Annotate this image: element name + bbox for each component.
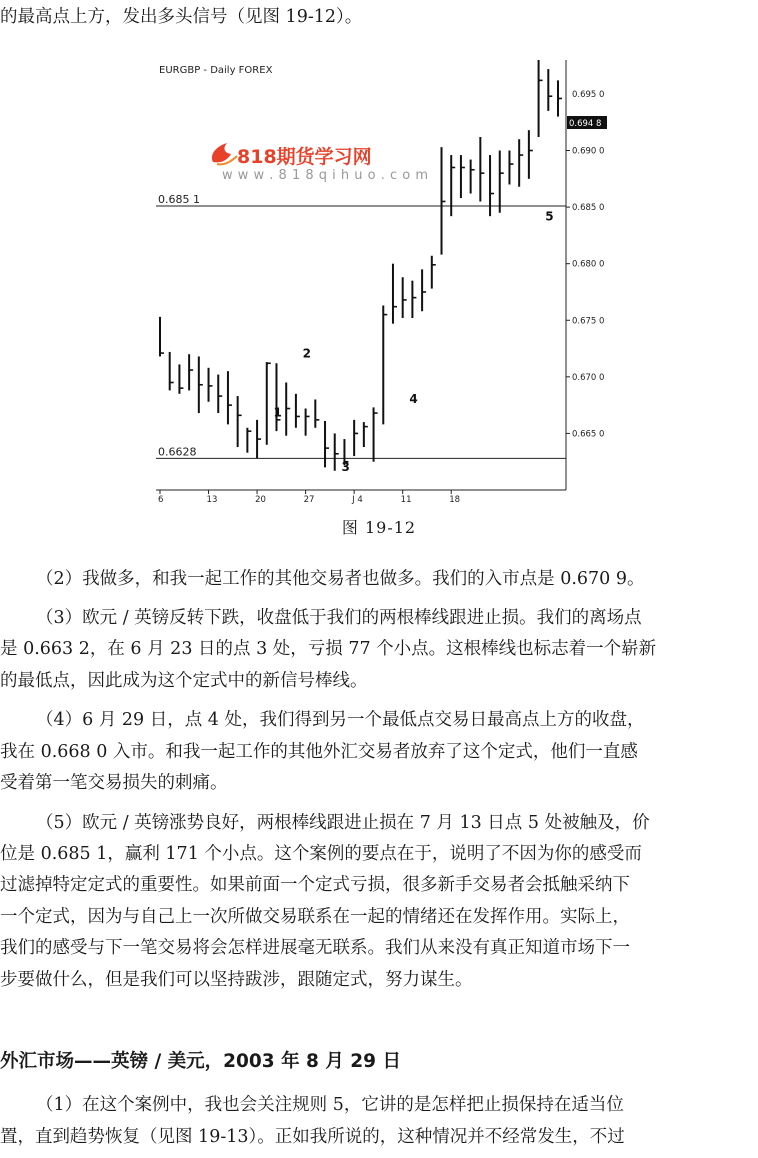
x-tick-label-0: 6 [158, 495, 164, 505]
ohlc-bar-22 [374, 407, 378, 461]
figure-caption: 图 19-12 [341, 518, 417, 537]
paragraph-3-line-3: 的最低点，因此成为这个定式中的新信号棒线。 [0, 671, 368, 691]
ohlc-bar-40 [548, 69, 552, 111]
x-tick-label-4: J 4 [352, 495, 363, 505]
annotation-point-3: 3 [341, 459, 350, 474]
chart-title: EURGBP - Daily FOREX [159, 65, 273, 76]
x-tick-label-5: 11 [400, 495, 412, 505]
ohlc-bar-20 [354, 420, 358, 456]
bar-annotations [273, 210, 553, 474]
paragraph-6-line-2: 置，直到趋势恢复（见图 19-13）。正如我所说的，这种情况并不经常发生，不过 [0, 1127, 625, 1147]
ohlc-bar-28 [432, 256, 436, 289]
paragraph-3-line-1: （3）欧元 / 英镑反转下跌，收盘低于我们的两根棒线跟进止损。我们的离场点 [36, 608, 642, 628]
ohlc-bar-9 [247, 428, 251, 453]
section-heading: 外汇市场——英镑 / 美元，2003 年 8 月 29 日 [0, 1051, 401, 1072]
paragraph-5-line-3: 过滤掉特定定式的重要性。如果前面一个定式亏损，很多新手交易者会抵触采纳下 [0, 875, 630, 895]
ohlc-bar-6 [218, 375, 222, 413]
last-price-label: 0.694 8 [569, 119, 602, 129]
top-line: 的最高点上方，发出多头信号（见图 19-12）。 [0, 7, 363, 27]
hline-label-1: 0.6628 [158, 445, 197, 459]
y-tick-label-5: 0.690 0 [572, 146, 605, 157]
ohlc-bar-32 [471, 160, 475, 194]
ohlc-bar-35 [500, 151, 504, 213]
ohlc-bar-15 [306, 409, 310, 436]
watermark-logo [207, 140, 382, 170]
hline-label-0: 0.685 1 [158, 192, 200, 206]
ohlc-bar-3 [189, 354, 193, 390]
ohlc-bar-7 [228, 371, 232, 424]
ohlc-bar-27 [422, 269, 426, 311]
ohlc-bar-5 [209, 368, 213, 402]
ohlc-bar-36 [509, 151, 513, 185]
y-tick-label-0: 0.665 0 [572, 429, 605, 440]
ohlc-bar-14 [296, 394, 300, 428]
x-tick-label-2: 20 [255, 495, 266, 505]
y-tick-label-2: 0.675 0 [572, 316, 605, 327]
x-tick-label-1: 13 [206, 495, 218, 505]
paragraph-5-line-1: （5）欧元 / 英镑涨势良好，两根棒线跟进止损在 7 月 13 日点 5 处被触及，价 [36, 813, 650, 833]
paragraph-4-line-2: 我在 0.668 0 入市。和我一起工作的其他外汇交易者放弃了这个定式，他们一直感 [0, 742, 638, 762]
watermark-logo-text: 818期货学习网 [237, 146, 372, 168]
price-bars [160, 60, 562, 471]
ohlc-bar-29 [442, 147, 446, 255]
paragraph-6-line-1: （1）在这个案例中，我也会关注规则 5，它讲的是怎样把止损保持在适当位 [36, 1095, 624, 1115]
paragraph-2: （2）我做多，和我一起工作的其他交易者也做多。我们的入市点是 0.670 9。 [36, 569, 645, 589]
horizontal-lines [156, 193, 566, 458]
ohlc-bar-24 [393, 264, 397, 324]
watermark-url: w w w . 8 1 8 q i h u o . c o m [222, 168, 429, 183]
ohlc-bar-4 [199, 356, 203, 413]
x-tick-label-6: 18 [449, 495, 461, 505]
ohlc-bar-37 [519, 139, 523, 187]
y-axis-ticks [566, 90, 604, 439]
ohlc-bar-13 [286, 383, 290, 436]
ohlc-bar-38 [529, 130, 533, 179]
ohlc-bar-25 [403, 277, 407, 318]
paragraph-4-line-1: （4）6 月 29 日，点 4 处，我们得到另一个最低点交易日最高点上方的收盘， [36, 710, 645, 730]
ohlc-bar-18 [335, 433, 339, 470]
paragraph-5-line-6: 步要做什么，但是我们可以坚持跋涉，跟随定式，努力谋生。 [0, 970, 473, 990]
paragraph-5-line-5: 我们的感受与下一笔交易将会怎样进展毫无联系。我们从来没有真正知道市场下一 [0, 938, 630, 958]
ohlc-bar-0 [160, 317, 164, 357]
ohlc-bar-16 [315, 399, 319, 427]
ohlc-bar-8 [238, 396, 242, 447]
annotation-point-4: 4 [409, 391, 418, 406]
ohlc-bar-33 [480, 137, 484, 202]
annotation-point-2: 2 [302, 346, 311, 361]
ohlc-bar-2 [179, 364, 183, 393]
ohlc-bar-31 [461, 155, 465, 198]
ohlc-bar-34 [490, 155, 494, 216]
paragraph-5-line-2: 位是 0.685 1，赢利 171 个小点。这个案例的要点在于，说明了不因为你的感受而 [0, 844, 642, 864]
paragraph-4-line-3: 受着第一笔交易损失的刺痛。 [0, 773, 228, 793]
ohlc-bar-1 [170, 352, 174, 390]
ohlc-bar-12 [276, 363, 280, 431]
x-axis-ticks [158, 490, 460, 505]
ohlc-bar-30 [451, 155, 455, 216]
ohlc-bar-41 [558, 80, 562, 116]
ohlc-bar-11 [267, 362, 271, 445]
ohlc-bar-21 [364, 422, 368, 447]
eurgbp-daily-chart [148, 50, 618, 505]
ohlc-bar-23 [383, 306, 387, 425]
y-tick-label-top: 0.695 0 [572, 89, 605, 100]
paragraph-5-line-4: 一个定式，因为与自己上一次所做交易联系在一起的情绪还在发挥作用。实际上， [0, 907, 630, 927]
paragraph-3-line-2: 是 0.663 2，在 6 月 23 日的点 3 处，亏损 77 个小点。这根棒线也标志着一个崭新 [0, 639, 657, 659]
y-tick-label-1: 0.670 0 [572, 372, 605, 383]
y-tick-label-4: 0.685 0 [572, 203, 605, 214]
ohlc-bar-17 [325, 421, 329, 467]
ohlc-bar-39 [539, 60, 543, 137]
annotation-point-1: 1 [273, 405, 282, 420]
x-tick-label-3: 27 [303, 495, 315, 505]
ohlc-bar-26 [412, 281, 416, 318]
y-tick-label-3: 0.680 0 [572, 259, 605, 270]
annotation-point-5: 5 [545, 209, 554, 224]
flame-icon [212, 143, 231, 162]
ohlc-bar-10 [257, 420, 261, 458]
